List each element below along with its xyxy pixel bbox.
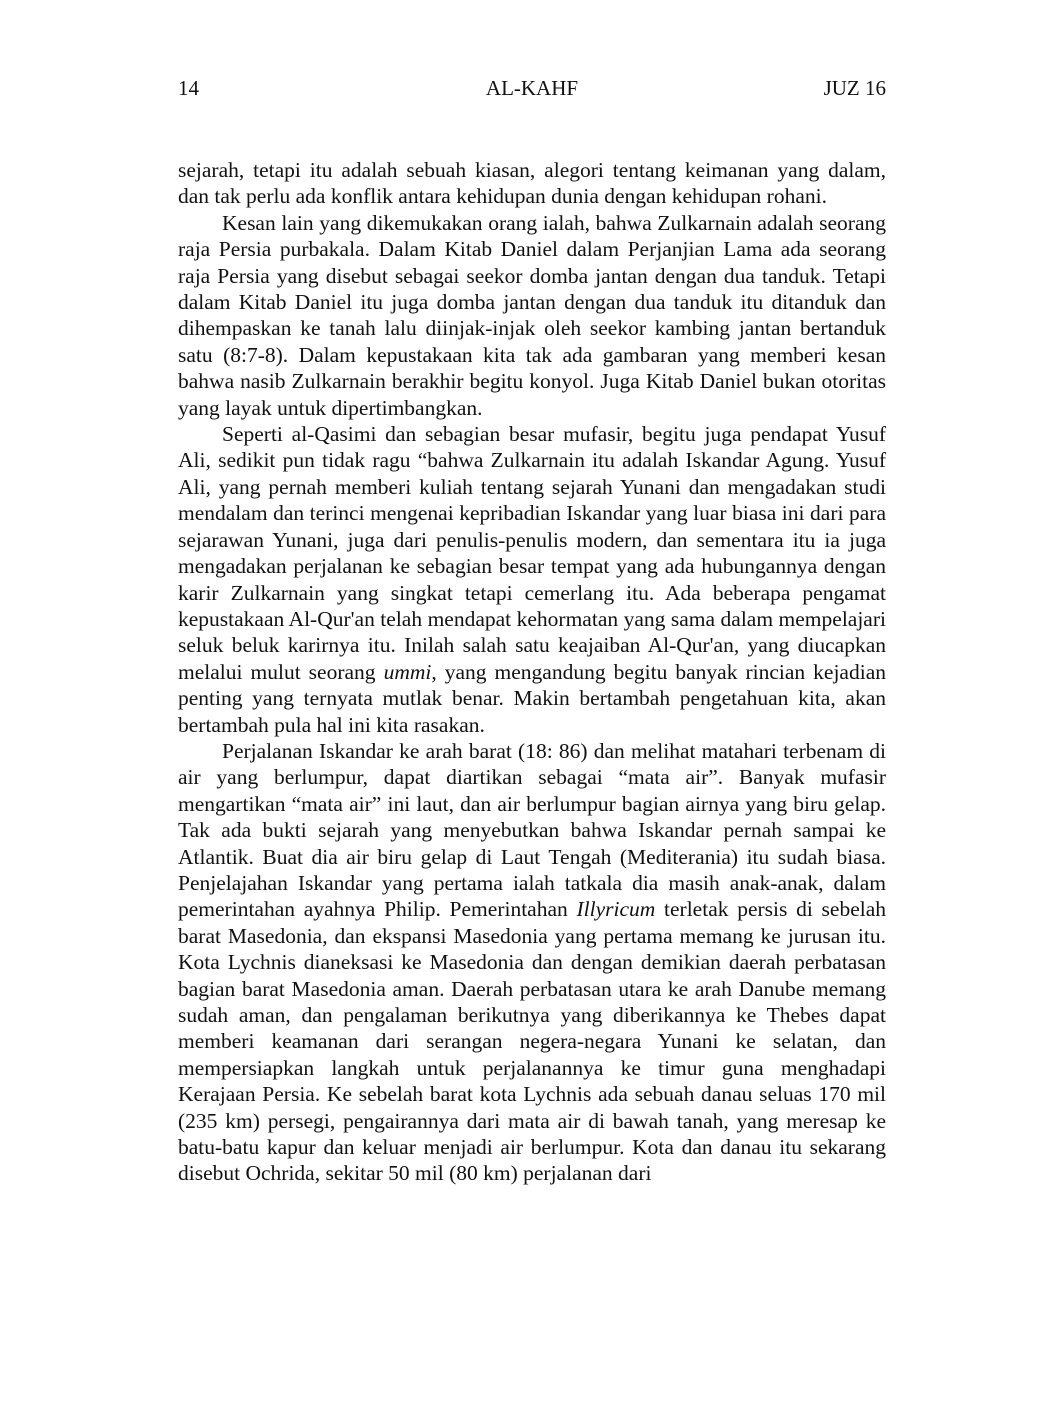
juz-label: JUZ 16: [823, 76, 886, 100]
page-number: 14: [178, 76, 199, 100]
paragraph-2: Kesan lain yang dikemukakan orang ialah, bahwa Zulkarnain adalah seorang raja Persia purbakala. Dalam Kitab Daniel dalam Perjanjian Lama ada seorang raja Persia yang disebut sebagai seekor domba jantan dengan dua tanduk. Tetapi dalam Kitab Daniel itu juga domba jantan dengan dua tanduk itu ditanduk dan dihempaskan ke tanah lalu diinjak-injak oleh seekor kambing jantan bertanduk satu (8:7-8). Dalam kepustakaan kita tak ada gambaran yang memberi kesan bahwa nasib Zulkarnain berakhir begitu konyol. Juga Kitab Daniel bukan otoritas yang layak untuk dipertimbangkan.: [178, 210, 886, 420]
paragraph-4-text-b: terletak persis di sebelah barat Masedonia, dan ekspansi Masedonia yang pertama memang ke jurusan itu. Kota Lychnis dianeksasi ke Masedonia dan dengan demikian daerah perbatasan bagian barat Masedonia aman. Daerah perbatasan utara ke arah Danube memang sudah aman, dan pengalaman berikutnya yang diberikannya ke Thebes dapat memberi keamanan dari serangan negera-negara Yunani ke selatan, dan mempersiapkan langkah untuk perjalanannya ke timur guna menghadapi Kerajaan Persia. Ke sebelah barat kota Lychnis ada sebuah danau seluas 170 mil (235 km) persegi, pengairannya dari mata air di bawah tanah, yang meresap ke batu-batu kapur dan keluar menjadi air berlumpur. Kota dan danau itu sekarang disebut Ochrida, sekitar 50 mil (80 km) perjalanan dari: [178, 897, 887, 1186]
italic-term-ummi: ummi: [383, 659, 432, 684]
paragraph-3-text-a: Seperti al-Qasimi dan sebagian besar mufasir, begitu juga pendapat Yusuf Ali, sedikit pun tidak ragu “bahwa Zulkarnain itu adalah Iskandar Agung. Yusuf Ali, yang pernah memberi kuliah tentang sejarah Yunani dan mengadakan studi mendalam dan terinci mengenai kepribadian Iskandar yang luar biasa ini dari para sejarawan Yunani, juga dari penulis-penulis modern, dan sementara itu ia juga mengadakan perjalanan ke sebagian besar tempat yang ada hubungannya dengan karir Zulkarnain yang singkat tetapi cemerlang itu. Ada beberapa pengamat kepustakaan Al-Qur'an telah mendapat kehormatan yang sama dalam mempelajari seluk beluk karirnya itu. Inilah salah satu keajaiban Al-Qur'an, yang diucapkan melalui mulut seorang: [178, 422, 886, 684]
paragraph-4: [178, 738, 886, 1187]
running-header: [178, 74, 886, 102]
paragraph-1: sejarah, tetapi itu adalah sebuah kiasan, alegori tentang keimanan yang dalam, dan tak perlu ada konflik antara kehidupan dunia dengan kehidupan rohani.: [178, 158, 886, 209]
italic-term-illyricum: Illyricum: [576, 897, 656, 922]
paragraph-3: [178, 421, 886, 738]
body-text: [178, 157, 886, 1187]
surah-title: AL-KAHF: [485, 76, 579, 100]
paragraph-3-text-b: , yang mengandung begitu banyak rincian kejadian penting yang ternyata mutlak benar. Makin bertambah pengetahuan kita, akan bertambah pula hal ini kita rasakan.: [178, 659, 886, 737]
paragraph-4-text-a: Perjalanan Iskandar ke arah barat (18: 86) dan melihat matahari terbenam di air yang berlumpur, dapat diartikan sebagai “mata air”. Banyak mufasir mengartikan “mata air” ini laut, dan air berlumpur bagian airnya yang biru gelap. Tak ada bukti sejarah yang menyebutkan bahwa Iskandar pernah sampai ke Atlantik. Buat dia air biru gelap di Laut Tengah (Mediterania) itu sudah biasa. Penjelajahan Iskandar yang pertama ialah tatkala dia masih anak-anak, dalam pemerintahan ayahnya Philip. Pemerintahan: [178, 738, 886, 922]
